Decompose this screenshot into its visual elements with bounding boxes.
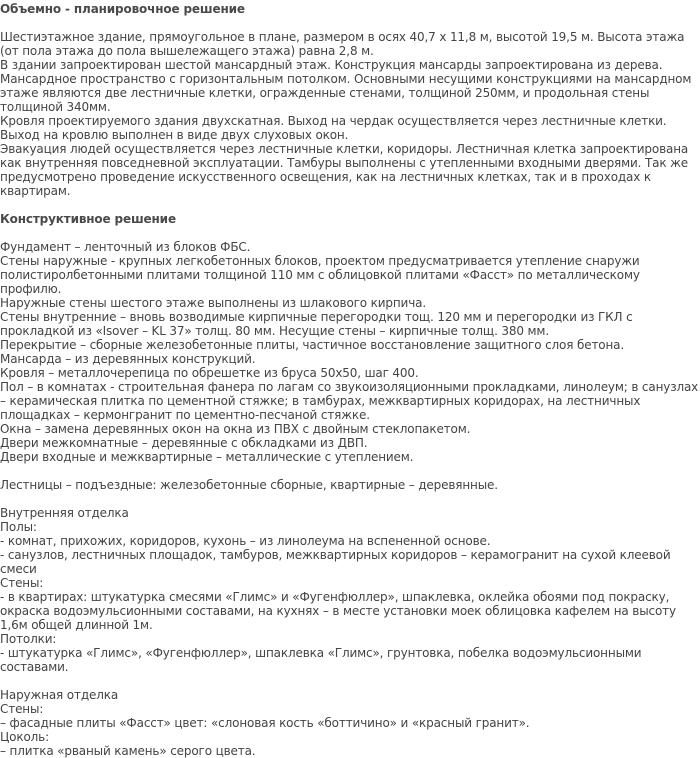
- paragraph: - санузлов, лестничных площадок, тамбуров, межквартирных коридоров – керамогранит на сухой клеевой смеси: [0, 548, 671, 576]
- paragraph: Окна – замена деревянных окон на окна из ПВХ с двойным стеклопакетом.: [0, 422, 471, 436]
- paragraph: - в квартирах: штукатурка смесями «Глимс» и «Фугенфюллер», шпаклевка, оклейка обоями под покраску, окраска водоэмульсионными составами, на кухнях – в месте установки моек облицовка кафелем на высоту 1,6м общей длинной 1м.: [0, 590, 676, 632]
- paragraph: Полы:: [0, 520, 37, 534]
- subheading-interior-finish: Внутренняя отделка: [0, 506, 129, 520]
- section-heading-planning: Объемно - планировочное решение: [0, 2, 245, 16]
- section-heading-structural: Конструктивное решение: [0, 212, 176, 226]
- paragraph: Наружные стены шестого этаже выполнены из шлакового кирпича.: [0, 296, 427, 310]
- paragraph: Двери межкомнатные – деревянные с обкладками из ДВП.: [0, 436, 368, 450]
- paragraph: – фасадные плиты «Фасст» цвет: «слоновая кость «боттичино» и «красный гранит».: [0, 716, 530, 730]
- subheading-exterior-finish: Наружная отделка: [0, 688, 119, 702]
- paragraph: Кровля проектируемого здания двухскатная. Выход на чердак осуществляется через лестничные клетки. Выход на кровлю выполнен в виде двух слуховых окон.: [0, 114, 667, 142]
- paragraph: Пол – в комнатах - строительная фанера по лагам со звукоизоляционными прокладками, линолеум; в санузлах – керамическая плитка по цементной стяжке; в тамбурах, межквартирных коридорах, на лестничных площадках – кермонгранит по цементно-песчаной стяжке.: [0, 380, 699, 422]
- spacer: [0, 198, 700, 212]
- paragraph: Мансарда – из деревянных конструкций.: [0, 352, 256, 366]
- paragraph: Кровля – металлочерепица по обрешетке из бруса 50х50, шаг 400.: [0, 366, 419, 380]
- paragraph: Перекрытие – сборные железобетонные плиты, частичное восстановление защитного слоя бетона.: [0, 338, 625, 352]
- paragraph: Шестиэтажное здание, прямоугольное в плане, размером в осях 40,7 х 11,8 м, высотой 19,5 м. Высота этажа (от пола этажа до пола вышележащего этажа) равна 2,8 м.: [0, 30, 685, 58]
- paragraph: Стены:: [0, 576, 44, 590]
- paragraph: Фундамент – ленточный из блоков ФБС.: [0, 240, 251, 254]
- paragraph: Потолки:: [0, 632, 57, 646]
- paragraph: Двери входные и межквартирные – металлические с утеплением.: [0, 450, 414, 464]
- paragraph: В здании запроектирован шестой мансардный этаж. Конструкция мансарды запроектирована из дерева. Мансардное пространство с горизонтальным потолком. Основными несущими конструкциями на мансардном этаже являются две лестничные клетки, огражденные стенами, толщиной 250мм, и продольная стены толщиной 340мм.: [0, 58, 692, 114]
- document-body: [0, 2, 700, 758]
- spacer: [0, 464, 700, 478]
- spacer: [0, 492, 700, 506]
- paragraph: Стены:: [0, 702, 44, 716]
- paragraph: Эвакуация людей осуществляется через лестничные клетки, коридоры. Лестничная клетка запроектирована как внутренняя повседневной эксплуатации. Тамбуры выполнены с утепленными входными дверями. Так же предусмотрено проведение искусственного освещения, как на лестничных клетках, так и в проходах к квартирам.: [0, 142, 689, 198]
- paragraph: Лестницы – подъездные: железобетонные сборные, квартирные – деревянные.: [0, 478, 498, 492]
- paragraph: Цоколь:: [0, 730, 49, 744]
- paragraph: Стены внутренние – вновь возводимые кирпичные перегородки тощ. 120 мм и перегородки из ГКЛ с прокладкой из «Isover – KL 37» толщ. 80 мм. Несущие стены – кирпичные толщ. 380 мм.: [0, 310, 633, 338]
- paragraph: - штукатурка «Глимс», «Фугенфюллер», шпаклевка «Глимс», грунтовка, побелка водоэмульсионными составами.: [0, 646, 642, 674]
- paragraph: Стены наружные - крупных легкобетонных блоков, проектом предусматривается утепление снаружи полистиролбетонными плитами толщиной 110 мм с облицовкой плитами «Фасст» по металлическому профилю.: [0, 254, 640, 296]
- paragraph: - комнат, прихожих, коридоров, кухонь – из линолеума на вспененной основе.: [0, 534, 491, 548]
- spacer: [0, 674, 700, 688]
- paragraph: – плитка «рваный камень» серого цвета.: [0, 744, 256, 758]
